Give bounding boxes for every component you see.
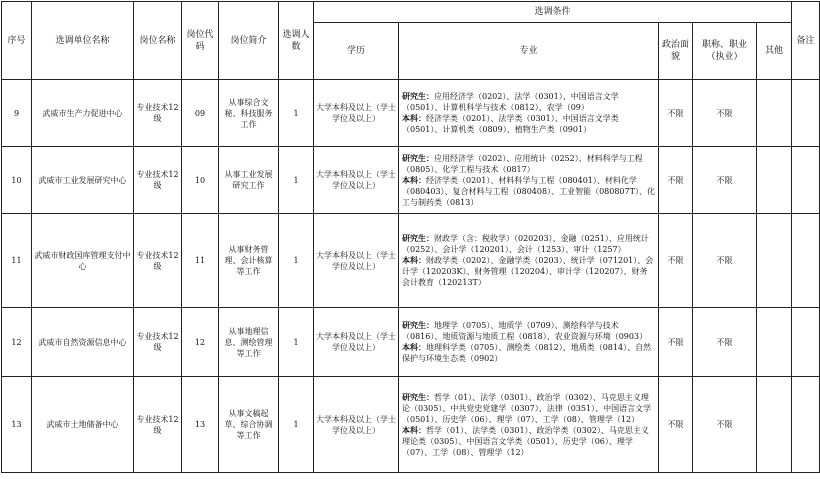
cell-major: [399, 214, 659, 308]
cell-other: [757, 214, 792, 308]
cell-politics: 不限: [659, 308, 693, 377]
cell-post-desc: 从事地理信息、测绘管理等工作: [219, 308, 279, 377]
cell-major: [399, 80, 659, 147]
cell-remark: [792, 80, 820, 147]
header-count: 选调人数: [279, 2, 314, 80]
grad-majors: 财政学（含：税收学）（020203）、金融（0251）、应用统计（0252）、会计学（120201）、会计（1253）、审计（1257）: [402, 234, 649, 254]
cell-seq: 10: [2, 147, 32, 214]
cell-education: 大学本科及以上（学士学位及以上）: [314, 214, 399, 308]
header-title: 职称、职业（执业）: [693, 23, 757, 80]
cell-seq: 12: [2, 308, 32, 377]
header-conditions: 选调条件: [314, 2, 792, 23]
undergrad-label: 本科：: [402, 113, 426, 123]
cell-post-name: 专业技术12级: [134, 214, 182, 308]
cell-unit: 武威市财政国库管理支付中心: [32, 214, 134, 308]
undergrad-label: 本科：: [402, 174, 426, 185]
cell-other: [757, 308, 792, 377]
table-row: [2, 377, 820, 473]
cell-education: 大学本科及以上（学士学位及以上）: [314, 308, 399, 377]
grad-label: 研究生：: [402, 152, 434, 163]
undergrad-majors: 经济学类（0201）、材料科学与工程（080401）、材料化学（080403）、复合材料与工程（080408）、工业智能（080807T）、化工与制药类（0813）: [402, 175, 655, 207]
cell-unit: 武威市土地储备中心: [32, 377, 134, 473]
undergrad-majors: 财政学类（0202）、金融学类（0203）、统计学（071201）、会计学（120203K）、财务管理（120204）、审计学（120207）、财务会计教育（120213T）: [402, 256, 654, 287]
header-post-code: 岗位代码: [182, 2, 219, 80]
cell-other: [757, 377, 792, 473]
grad-majors: 哲学（01）、法学（0301）、政治学（0302）、马克思主义理论（0305）、中共党史党建学（0307）、法律（0351）、中国语言文学（0501）、历史学（06）、理学（07）、工学（08）、管理学（12）: [402, 392, 652, 424]
header-seq: 序号: [2, 2, 32, 80]
cell-major: [399, 308, 659, 377]
cell-education: 大学本科及以上（学士学位及以上）: [314, 377, 399, 473]
cell-post-desc: 从事工业发展研究工作: [219, 147, 279, 214]
cell-post-code: 10: [182, 147, 219, 214]
cell-count: 1: [279, 80, 314, 147]
cell-politics: 不限: [659, 214, 693, 308]
table-row: [2, 147, 820, 214]
undergrad-label: 本科：: [402, 342, 426, 352]
cell-post-code: 12: [182, 308, 219, 377]
header-politics: 政治面貌: [659, 23, 693, 80]
cell-seq: 13: [2, 377, 32, 473]
cell-post-name: 专业技术12级: [134, 80, 182, 147]
cell-other: [757, 147, 792, 214]
cell-title: 不限: [693, 147, 757, 214]
grad-label: 研究生：: [402, 391, 434, 402]
cell-seq: 11: [2, 214, 32, 308]
cell-count: 1: [279, 214, 314, 308]
cell-post-desc: 从事综合文秘、科技服务工作: [219, 80, 279, 147]
cell-count: 1: [279, 147, 314, 214]
grad-label: 研究生：: [402, 320, 434, 330]
cell-unit: 武威市自然资源信息中心: [32, 308, 134, 377]
cell-post-code: 09: [182, 80, 219, 147]
header-post-name: 岗位名称: [134, 2, 182, 80]
cell-title: 不限: [693, 80, 757, 147]
header-post-desc: 岗位简介: [219, 2, 279, 80]
header-unit: 选调单位名称: [32, 2, 134, 80]
cell-remark: [792, 214, 820, 308]
cell-remark: [792, 147, 820, 214]
cell-post-name: 专业技术12级: [134, 308, 182, 377]
table-row: [2, 214, 820, 308]
cell-post-code: 13: [182, 377, 219, 473]
cell-education: 大学本科及以上（学士学位及以上）: [314, 147, 399, 214]
cell-politics: 不限: [659, 147, 693, 214]
cell-remark: [792, 377, 820, 473]
cell-post-name: 专业技术12级: [134, 377, 182, 473]
cell-post-desc: 从事财务管理、会计核算等工作: [219, 214, 279, 308]
header-remark: 备注: [792, 2, 820, 80]
cell-title: 不限: [693, 377, 757, 473]
header-major: 专业: [399, 23, 659, 80]
cell-unit: 武威市生产力促进中心: [32, 80, 134, 147]
grad-majors: 应用经济学（0202）、应用统计（0252）、材料科学与工程（0805）、化学工程与技术（0817）: [402, 153, 643, 174]
cell-education: 大学本科及以上（学士学位及以上）: [314, 80, 399, 147]
header-row-top: [2, 2, 820, 23]
cell-count: 1: [279, 308, 314, 377]
header-education: 学历: [314, 23, 399, 80]
grad-majors: 应用经济学（0202）、法学（0301）、中国语言文学（0501）、计算机科学与技术（0812）、农学（09）: [402, 92, 619, 112]
cell-major: [399, 147, 659, 214]
table-row: [2, 308, 820, 377]
undergrad-majors: 哲学（01）、法学类（0301）、政治学类（0302）、马克思主义理论类（0305）、中国语言文学类（0501）、历史学（06）、理学（07）、工学（08）、管理学（12）: [402, 425, 649, 457]
cell-title: 不限: [693, 308, 757, 377]
cell-remark: [792, 308, 820, 377]
grad-majors: 地理学（0705）、地质学（0709）、测绘科学与技术（0816）、地质资源与地质工程（0818）、农业资源与环境（0903）: [402, 321, 648, 341]
grad-label: 研究生：: [402, 91, 434, 101]
cell-post-desc: 从事文稿起草、综合协调等工作: [219, 377, 279, 473]
cell-major: [399, 377, 659, 473]
table-row: [2, 80, 820, 147]
cell-count: 1: [279, 377, 314, 473]
recruitment-table: [1, 1, 820, 473]
undergrad-label: 本科：: [402, 255, 426, 265]
cell-title: 不限: [693, 214, 757, 308]
cell-other: [757, 80, 792, 147]
cell-politics: 不限: [659, 80, 693, 147]
undergrad-label: 本科：: [402, 424, 426, 435]
cell-seq: 9: [2, 80, 32, 147]
cell-post-code: 11: [182, 214, 219, 308]
cell-unit: 武威市工业发展研究中心: [32, 147, 134, 214]
undergrad-majors: 地理科学类（0705）、测绘类（0812）、地质类（0814）、自然保护与环境生态类（0902）: [402, 343, 652, 363]
header-other: 其他: [757, 23, 792, 80]
undergrad-majors: 经济学类（0201）、法学类（0301）、中国语言文学类（0501）、计算机类（0809）、植物生产类（0901）: [402, 114, 619, 134]
cell-post-name: 专业技术12级: [134, 147, 182, 214]
cell-politics: 不限: [659, 377, 693, 473]
grad-label: 研究生：: [402, 233, 434, 243]
